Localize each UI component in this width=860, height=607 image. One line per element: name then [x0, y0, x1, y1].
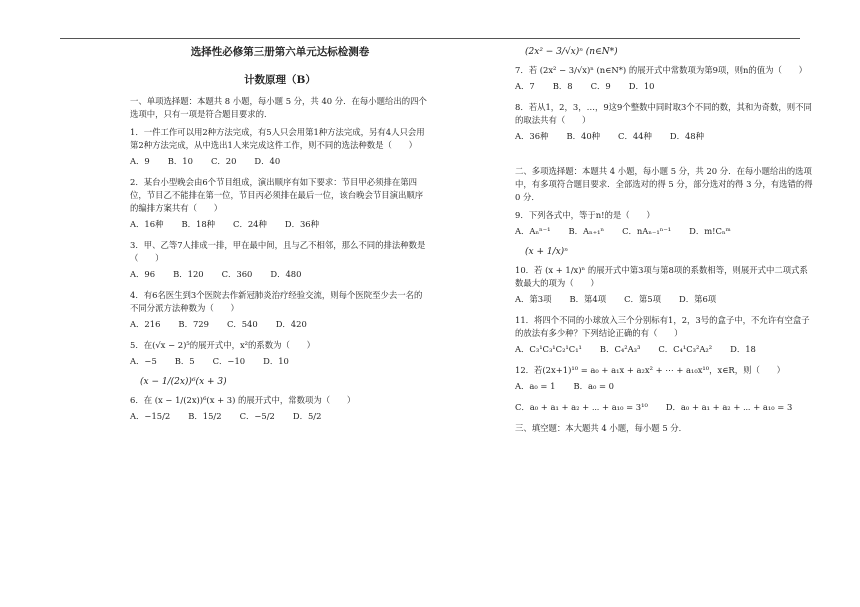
- option: C．a₀ + a₁ + a₂ + ⋯ + a₁₀ = 3¹⁰: [515, 402, 648, 413]
- option: D．10: [628, 80, 655, 91]
- question-11-options: [515, 343, 815, 356]
- question-2-options: [130, 218, 430, 231]
- question-5-options: [130, 355, 430, 368]
- option: D．m!Cₙᵐ: [689, 226, 731, 237]
- option: B．5: [174, 355, 195, 366]
- option: B．15/2: [188, 410, 222, 421]
- option: D．a₀ + a₁ + a₂ + ⋯ + a₁₀ = 3: [665, 402, 793, 413]
- option: A．7: [515, 80, 535, 91]
- question-12-options-row1: [515, 380, 815, 393]
- left-column: [130, 40, 430, 431]
- option: D．48种: [669, 131, 704, 141]
- option: B．10: [167, 155, 193, 166]
- header-rule: [60, 38, 800, 39]
- question-4-options: [130, 318, 430, 331]
- option: C．nAₙ₋₁ⁿ⁻¹: [622, 226, 672, 237]
- option: A．第3项: [515, 294, 552, 305]
- question-5: 5．在(√x − 2)⁵的展开式中，x²的系数为（ ）: [130, 339, 316, 350]
- question-3: 3．甲、乙等7人排成一排，甲在最中间，且与乙不相邻，那么不同的排法种数是（ ）: [130, 239, 426, 263]
- option: D．40: [254, 155, 281, 166]
- question-12: 12．若(2x+1)¹⁰ = a₀ + a₁x + a₂x² + ⋯ + a₁₀x¹⁰，x∈R，则（ ）: [515, 365, 785, 376]
- question-6: 6．在 (x − 1/(2x))⁶(x + 3) 的展开式中，常数项为（ ）: [130, 394, 356, 405]
- option: A．C₃¹C₃¹C₂¹C₁¹: [515, 344, 582, 355]
- question-7-formula: (2x² − 3/√x)ⁿ (n∈N*): [525, 47, 618, 57]
- option: C．360: [221, 268, 253, 279]
- option: A．a₀ = 1: [515, 381, 556, 392]
- option: D．第6项: [679, 294, 717, 305]
- option: C．540: [226, 318, 258, 329]
- option: B．729: [178, 318, 209, 329]
- option: B．第4项: [569, 294, 607, 305]
- section-3-heading: 三、填空题：本大题共 4 小题，每小题 5 分．: [515, 423, 688, 434]
- page-title: 选择性必修第三册第六单元达标检测卷: [190, 46, 370, 58]
- question-9: 9．下列各式中，等于n!的是（ ）: [515, 210, 655, 221]
- question-1: 1．一件工作可以用2种方法完成，有5人只会用第1种方法完成，另有4人只会用第2种方法完成，从中选出1人来完成这件工作，则不同的选法种数是（ ）: [130, 126, 425, 150]
- question-10-formula: (x + 1/x)ⁿ: [525, 247, 568, 258]
- option: C．9: [590, 80, 611, 91]
- option: B．Aₙ₊₁ⁿ: [568, 226, 605, 237]
- option: A．−15/2: [130, 410, 171, 421]
- option: A．−5: [130, 355, 157, 366]
- question-7-options: [515, 80, 815, 93]
- section-2-heading: 二、多项选择题：本题共 4 小题，每小题 5 分，共 20 分．在每小题给出的选项中，有多项符合题目要求．全部选对的得 5 分，部分选对的得 3 分，有选错的得 0 分．: [515, 166, 813, 203]
- question-10-options: [515, 293, 815, 306]
- question-6-formula: (x − 1/(2x))⁶(x + 3): [140, 376, 227, 387]
- option: B．a₀ = 0: [573, 381, 615, 392]
- option: B．40种: [566, 131, 601, 141]
- option: C．−5/2: [239, 410, 275, 421]
- question-3-options: [130, 268, 430, 281]
- option: A．96: [130, 268, 156, 279]
- question-6-options: [130, 410, 430, 423]
- option: B．120: [173, 268, 204, 279]
- option: A．216: [130, 318, 161, 329]
- page-subtitle: 计数原理（B）: [244, 74, 316, 87]
- question-8-options: [515, 130, 815, 143]
- option: D．480: [270, 268, 302, 279]
- question-9-options: [515, 225, 815, 238]
- section-1-heading: 一、单项选择题：本题共 8 小题，每小题 5 分，共 40 分．在每小题给出的四个选项中，只有一项是符合题目要求的．: [130, 95, 427, 119]
- option: C．−10: [212, 355, 246, 366]
- option: A．36种: [515, 131, 549, 141]
- question-2: 2．某台小型晚会由6个节目组成，演出顺序有如下要求：节目甲必须排在第四位，节目乙不能排在第一位，节目丙必须排在最后一位，该台晚会节目演出顺序的编排方案共有（ ）: [130, 176, 424, 213]
- option: C．44种: [618, 131, 652, 141]
- option: A．9: [130, 155, 150, 166]
- option: D．420: [275, 318, 307, 329]
- option: D．36种: [284, 218, 319, 229]
- option: D．18: [730, 344, 756, 355]
- option: C．20: [210, 155, 237, 166]
- option: D．5/2: [292, 410, 322, 421]
- question-1-options: [130, 155, 430, 168]
- option: B．8: [552, 80, 573, 91]
- option: D．10: [263, 355, 289, 366]
- option: C．24种: [233, 218, 267, 229]
- question-10: 10．若 (x + 1/x)ⁿ 的展开式中第3项与第8项的系数相等，则展开式中二项式系数最大的项为（ ）: [515, 265, 808, 289]
- option: B．C₄²A₃³: [599, 344, 641, 355]
- option: A．Aₙⁿ⁻¹: [515, 226, 551, 237]
- option: C．第5项: [624, 294, 661, 305]
- option: A．16种: [130, 218, 164, 229]
- question-7: 7．若 (2x² − 3/√x)ⁿ (n∈N*) 的展开式中常数项为第9项，则n的值为（ ）: [515, 64, 808, 75]
- question-4: 4．有6名医生到3个医院去作新冠肺炎治疗经验交流，则每个医院至少去一名的不同分派方法种数为（ ）: [130, 289, 423, 313]
- question-8: 8．若从1，2，3，…，9这9个整数中同时取3个不同的数，其和为奇数，则不同的取法共有（ ）: [515, 101, 812, 125]
- question-11: 11．将四个不同的小球放入三个分别标有1，2，3号的盒子中，不允许有空盒子的放法有多少种？下列结论正确的有（ ）: [515, 315, 810, 339]
- option: B．18种: [181, 218, 216, 229]
- option: C．C₄¹C₃²A₂²: [658, 344, 713, 355]
- question-12-options-row2: [515, 401, 815, 414]
- right-column: [515, 40, 815, 440]
